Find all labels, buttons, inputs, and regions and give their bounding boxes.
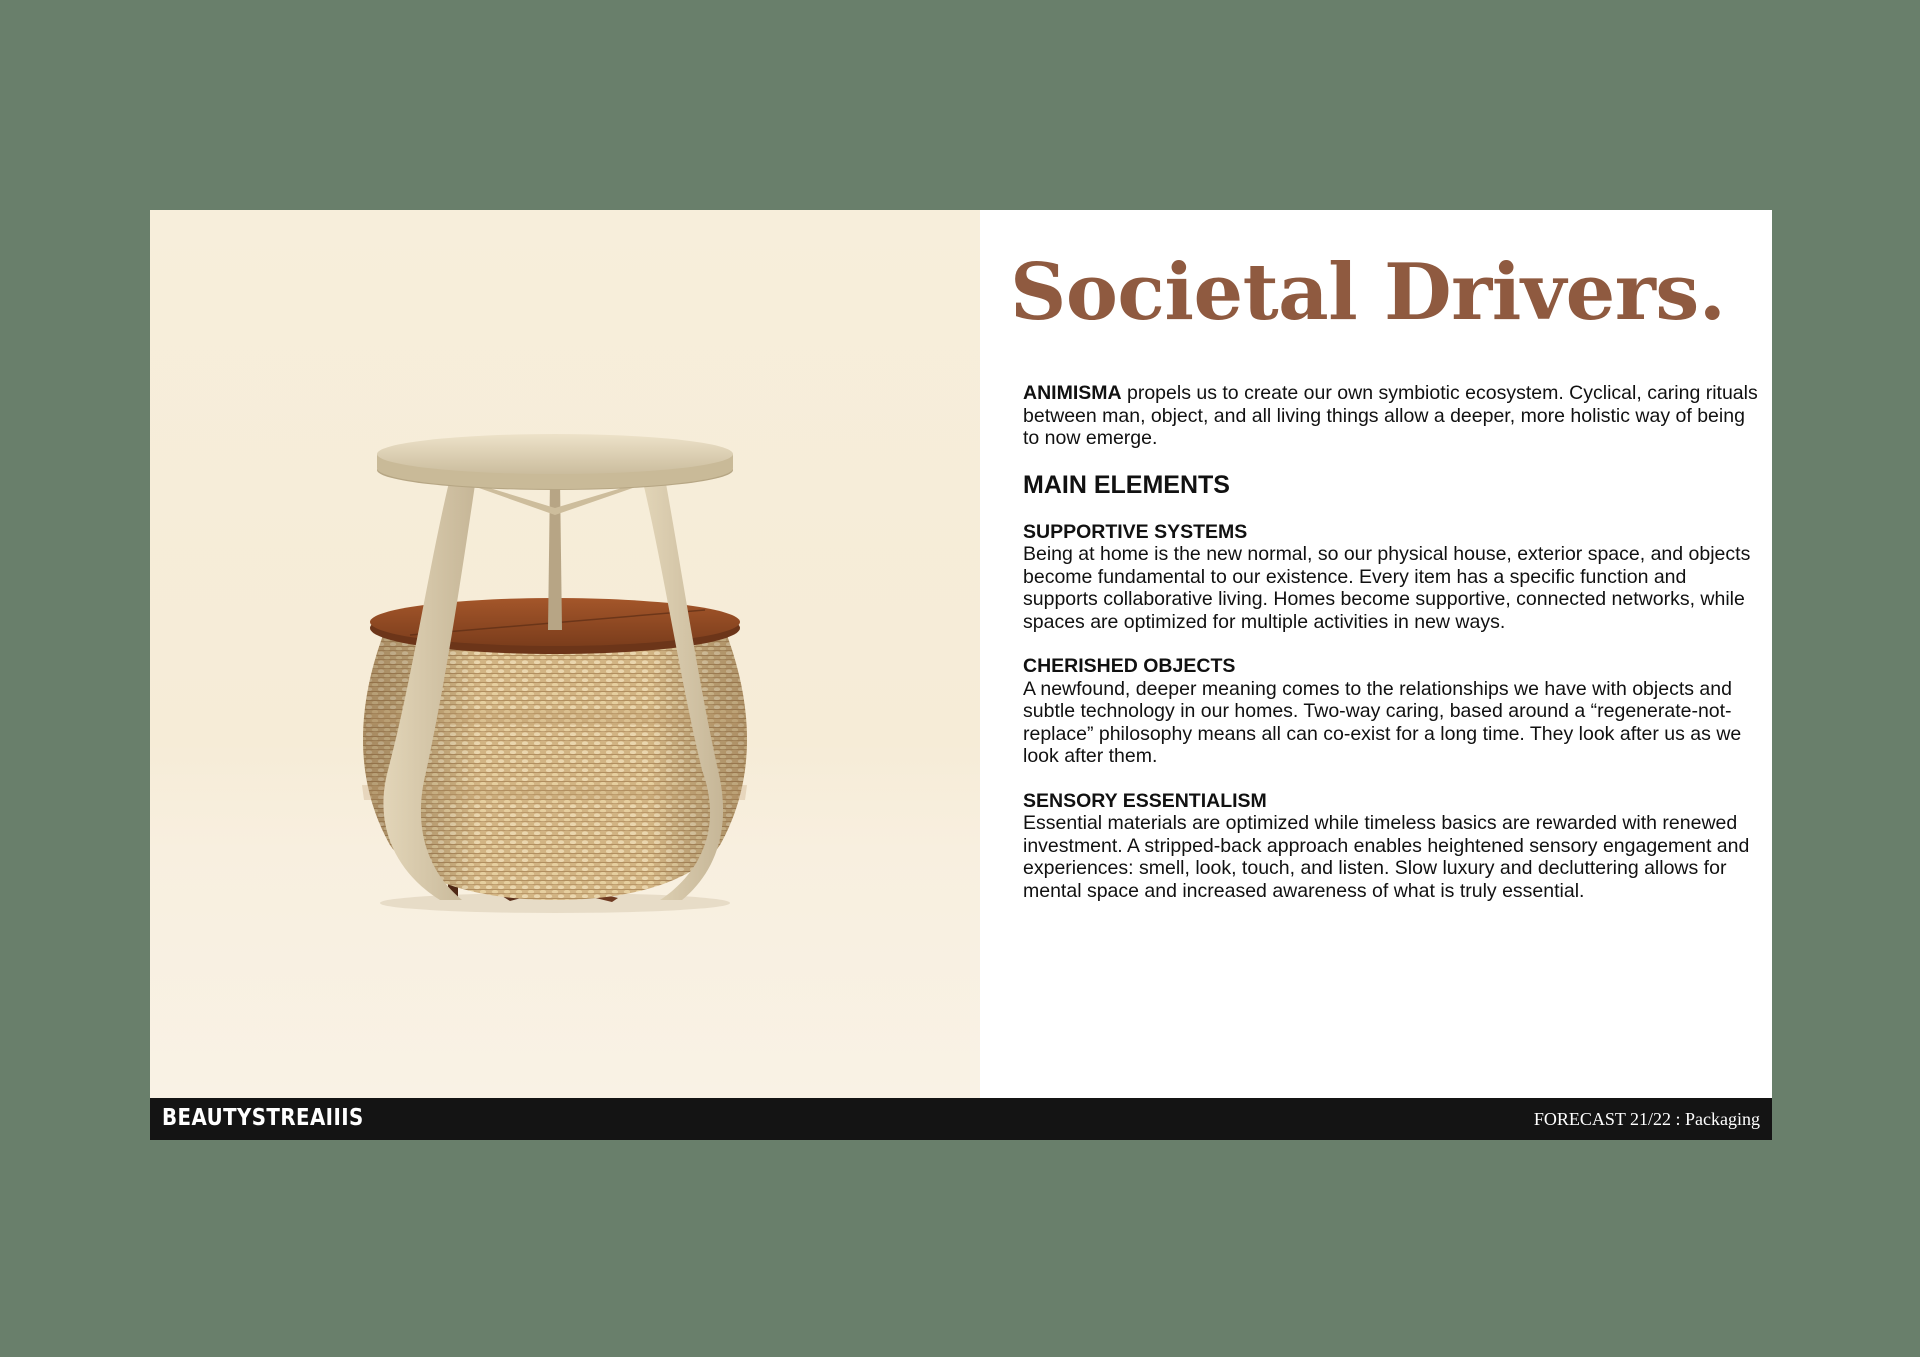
- section-text: A newfound, deeper meaning comes to the relationships we have with objects and subtle technology in our homes. Two-way caring, based around a “regenerate-not-replace” philosophy means all can co-exist for a long time. They look after us as we look after them.: [1023, 677, 1742, 767]
- forecast-label: FORECAST 21/22 : Packaging: [1533, 1109, 1760, 1129]
- intro-text: propels us to create our own symbiotic ecosystem. Cyclical, caring rituals between man, object, and all living things allow a deeper, more holistic way of being to now emerge.: [1023, 382, 1758, 449]
- body-copy: [1023, 382, 1763, 924]
- intro-paragraph: [1023, 382, 1763, 450]
- section-heading: CHERISHED OBJECTS: [1023, 655, 1236, 677]
- section-text: Essential materials are optimized while timeless basics are rewarded with renewed investment. A stripped-back approach enables heightened sensory engagement and experiences: smell, look, touch, and listen. Slow luxury and decluttering allows for mental space and increased awareness of what is truly essential.: [1023, 812, 1750, 902]
- section-supportive-systems: [1023, 521, 1763, 634]
- product-photo: [150, 210, 980, 1098]
- section-text: Being at home is the new normal, so our physical house, exterior space, and objects become fundamental to our existence. Every item has a specific function and supports collaborative living. Homes become supportive, connected networks, while spaces are optimized for multiple activities in new ways.: [1023, 543, 1751, 633]
- section-cherished-objects: [1023, 655, 1763, 768]
- main-elements-heading: MAIN ELEMENTS: [1023, 470, 1230, 499]
- wicker-side-table-image: [150, 210, 980, 1098]
- intro-brand-word: ANIMISMA: [1023, 382, 1122, 404]
- brand-logo: BEAUTYSTREAIIIS: [162, 1105, 364, 1131]
- section-heading: SUPPORTIVE SYSTEMS: [1023, 520, 1248, 543]
- slide: [150, 210, 1772, 1140]
- text-panel: [980, 210, 1772, 1098]
- section-sensory-essentialism: [1023, 790, 1763, 903]
- page-title: Societal Drivers.: [1010, 247, 1726, 338]
- section-heading: SENSORY ESSENTIALISM: [1023, 789, 1267, 812]
- footer-bar: [150, 1098, 1772, 1140]
